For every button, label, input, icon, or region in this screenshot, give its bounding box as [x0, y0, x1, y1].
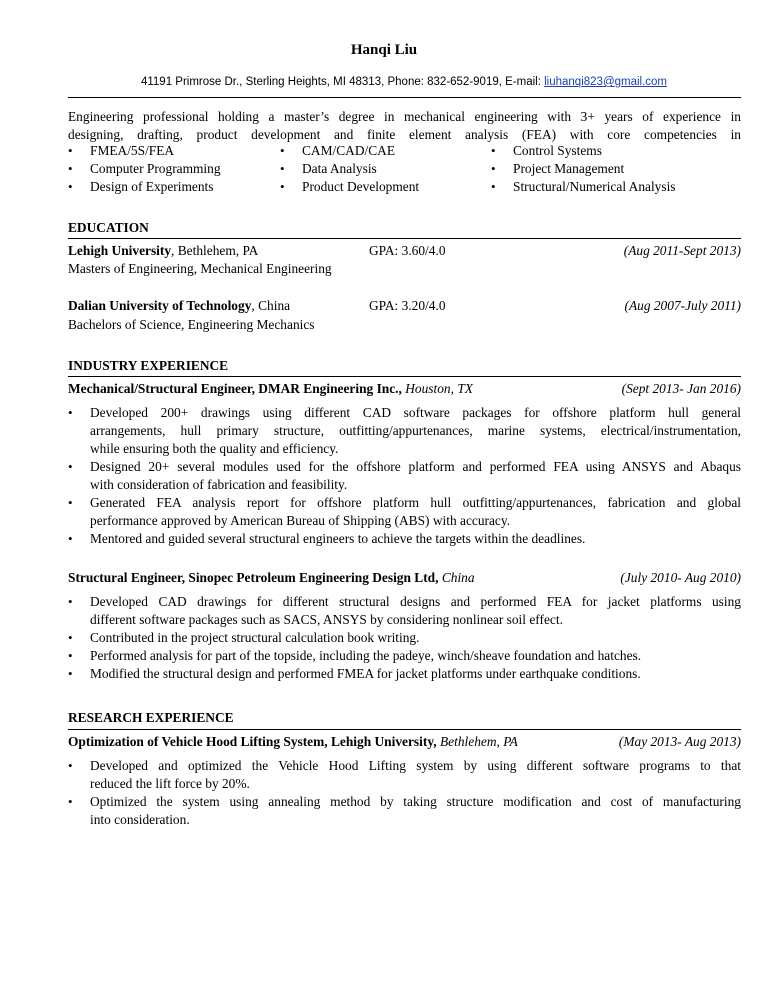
competency-bullet: [68, 178, 73, 196]
research-bullet-text: into consideration.: [90, 812, 190, 827]
school-dates: (Aug 2007-July 2011): [624, 298, 741, 313]
job-1-title-line: [68, 380, 741, 398]
competency-item: Product Development: [302, 179, 420, 194]
competency-item: Project Management: [513, 161, 625, 176]
job-bullet-text: Contributed in the project structural calculation book writing.: [90, 630, 420, 645]
candidate-name: Hanqi Liu: [350, 42, 418, 58]
competency-item: Design of Experiments: [90, 179, 214, 194]
school-name: Lehigh University: [68, 243, 172, 258]
research-rule: [68, 729, 741, 730]
job-bullet-text: while ensuring both the quality and efficiency.: [90, 441, 339, 456]
job-bullet-text: Modified the structural design and performed FMEA for jacket platforms under earthquake conditions.: [90, 666, 641, 681]
competency-item: Data Analysis: [302, 161, 377, 176]
school-1-degree: Masters of Engineering, Mechanical Engineering: [68, 261, 332, 276]
competency-bullet: [280, 178, 285, 196]
school-2-line: [68, 297, 741, 315]
education-rule: [68, 238, 741, 239]
school-location: , Bethlehem, PA: [171, 243, 259, 258]
competency-bullet: [68, 142, 73, 160]
job-bullet: [68, 494, 73, 512]
research-bullet-text: Optimized the system using annealing method by taking structure modification and cost of manufacturing: [90, 794, 741, 809]
industry-heading: INDUSTRY EXPERIENCE: [68, 358, 229, 373]
job-bullet: [68, 530, 73, 548]
job-bullet-text: Mentored and guided several structural engineers to achieve the targets within the deadlines.: [90, 531, 586, 546]
research-title-line: [68, 733, 741, 751]
email-link[interactable]: liuhanqi823@gmail.com: [544, 76, 668, 88]
competency-bullet: [491, 142, 496, 160]
job-bullet: [68, 593, 73, 611]
job-bullet-text: Developed CAD drawings for different structural designs and performed FEA for jacket platforms using: [90, 594, 741, 609]
school-gpa: GPA: 3.20/4.0: [369, 298, 446, 313]
contact-line: [0, 76, 768, 88]
job-bullet-text: with consideration of fabrication and feasibility.: [90, 477, 348, 492]
research-heading: RESEARCH EXPERIENCE: [68, 710, 234, 725]
competency-bullet: [491, 178, 496, 196]
competency-bullet: [491, 160, 496, 178]
research-title: Optimization of Vehicle Hood Lifting System, Lehigh University,: [68, 734, 437, 749]
job-bullet-text: performance approved by American Bureau of Shipping (ABS) with accuracy.: [90, 513, 511, 528]
job-location: Houston, TX: [401, 381, 473, 396]
summary-line-1: Engineering professional holding a master’s degree in mechanical engineering with 3+ years of experience in: [68, 109, 741, 124]
job-bullet: [68, 629, 73, 647]
competency-item: Computer Programming: [90, 161, 221, 176]
job-2-title-line: [68, 569, 741, 587]
job-bullet-text: Generated FEA analysis report for offshore platform hull outfitting/appurtenances, fabrication and global: [90, 495, 741, 510]
job-dates: (July 2010- Aug 2010): [620, 570, 741, 585]
job-bullet-text: different software packages such as SACS, ANSYS by considering nonlinear soil effect.: [90, 612, 563, 627]
competency-item: CAM/CAD/CAE: [302, 143, 396, 158]
research-bullet: [68, 793, 73, 811]
job-bullet: [68, 404, 73, 422]
research-location: Bethlehem, PA: [436, 734, 518, 749]
competency-item: Control Systems: [513, 143, 602, 158]
competency-bullet: [280, 160, 285, 178]
school-dates: (Aug 2011-Sept 2013): [623, 243, 741, 258]
school-1-line: [68, 242, 741, 260]
job-bullet: [68, 665, 73, 683]
job-location: China: [438, 570, 475, 585]
job-title: Mechanical/Structural Engineer, DMAR Engineering Inc.,: [68, 381, 402, 396]
research-bullet: [68, 757, 73, 775]
school-location: , China: [251, 298, 291, 313]
job-bullet-text: Developed 200+ drawings using different CAD software packages for offshore platform hull general: [90, 405, 741, 420]
competency-item: Structural/Numerical Analysis: [513, 179, 676, 194]
competency-bullet: [68, 160, 73, 178]
research-bullet-text: Developed and optimized the Vehicle Hood Lifting system by using different software programs to that: [90, 758, 741, 773]
job-dates: (Sept 2013- Jan 2016): [621, 381, 741, 396]
education-heading: EDUCATION: [68, 220, 149, 235]
competency-item: FMEA/5S/FEA: [90, 143, 175, 158]
industry-rule: [68, 376, 741, 377]
summary-line-2: designing, drafting, product development and finite element analysis (FEA) with core competencies in: [68, 127, 741, 142]
school-name: Dalian University of Technology: [68, 298, 252, 313]
job-bullet-text: Performed analysis for part of the topside, including the padeye, winch/sheave foundation and hatches.: [90, 648, 642, 663]
competency-bullet: [280, 142, 285, 160]
job-bullet: [68, 647, 73, 665]
header-rule: [68, 97, 741, 98]
research-dates: (May 2013- Aug 2013): [618, 734, 741, 749]
research-bullet-text: reduced the lift force by 20%.: [90, 776, 250, 791]
school-2-degree: Bachelors of Science, Engineering Mechanics: [68, 317, 315, 332]
job-title: Structural Engineer, Sinopec Petroleum Engineering Design Ltd,: [68, 570, 439, 585]
job-bullet: [68, 458, 73, 476]
job-bullet-text: arrangements, hull primary structure, outfitting/appurtenances, marine systems, electrical/instrumentation,: [90, 423, 741, 438]
school-gpa: GPA: 3.60/4.0: [369, 243, 446, 258]
contact-details: 41191 Primrose Dr., Sterling Heights, MI 48313, Phone: 832-652-9019, E-mail:: [140, 76, 545, 88]
job-bullet-text: Designed 20+ several modules used for the offshore platform and performed FEA using ANSYS and Abaqus: [90, 459, 741, 474]
